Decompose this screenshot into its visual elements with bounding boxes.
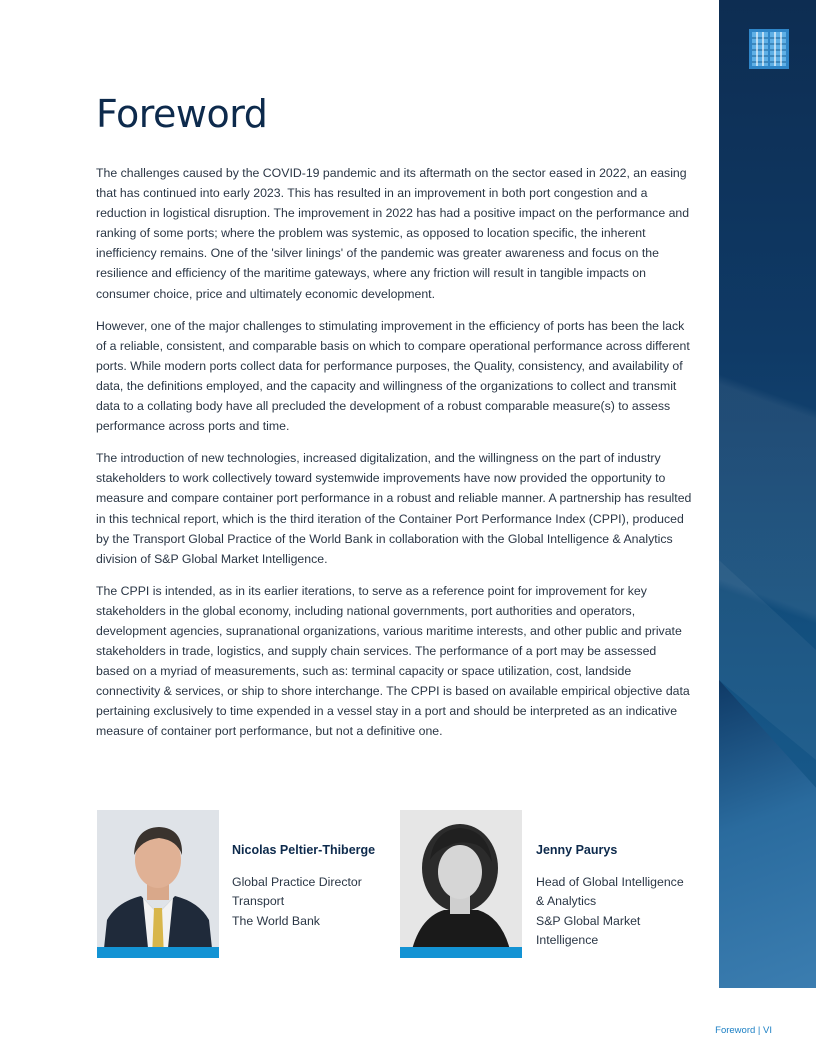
paragraph-4: The CPPI is intended, as in its earlier iterations, to serve as a reference point for improvement for key stakeholders in the global economy, including national governments, port authorities and operators, development agencies, supranational organizations, various maritime interests, and other public and private stakeholders in trade, logistics, and supply chain services. The performance of a port may be assessed based on a myriad of measurements, such as: terminal capacity or space utilization, cost, landside connectivity & services, or ship to shore interchange. The CPPI is based on available empirical objective data pertaining exclusively to time expended in a vessel stay in a port and should be interpreted as an indicative measure of container port performance, but not a definitive one. <box>96 583 690 739</box>
role-line: Head of Global Intelligence <box>536 875 684 889</box>
portrait-photo-jenny <box>400 810 522 958</box>
role-line: Global Practice Director <box>232 875 362 889</box>
signatory-name: Jenny Paurys <box>536 843 618 857</box>
container-stack-logo-icon <box>749 29 789 69</box>
role-line: The World Bank <box>232 913 320 928</box>
role-line: Intelligence <box>536 932 599 947</box>
portrait-photo-nicolas <box>97 810 219 958</box>
photo-accent-bar <box>97 947 219 958</box>
foreword-body <box>96 163 692 754</box>
paragraph-1: The challenges caused by the COVID-19 pandemic and its aftermath on the sector eased in 2022, an easing that has continued into early 2023. This has resulted in an improvement in both port congestion and a reduction in logistical disruption. The improvement in 2022 has had a positive impact on the performance and ranking of some ports; where the problem was systemic, as opposed to location specific, the inherent inefficiency remains. One of the 'silver linings' of the pandemic was greater awareness and focus on the resilience and efficiency of the maritime gateways, where any friction will result in tangible impacts on consumer choice, price and ultimately economic development. <box>96 166 690 301</box>
role-line: & Analytics <box>536 894 597 909</box>
signatory-name: Nicolas Peltier-Thiberge <box>232 843 376 857</box>
paragraph-3: The introduction of new technologies, increased digitalization, and the willingness on the part of industry stakeholders to work collectively toward systemwide improvements have now provided the opportunity to measure and compare container port performance in a robust and reliable manner. A partnership has resulted in this technical report, which is the third iteration of the Container Port Performance Index (CPPI), produced by the Transport Global Practice of the World Bank in collaboration with the Global Intelligence & Analytics division of S&P Global Market Intelligence. <box>96 451 692 566</box>
photo-accent-bar <box>400 947 522 958</box>
side-decorative-band <box>719 0 816 988</box>
role-line: Transport <box>232 894 285 909</box>
signatory-role <box>536 873 684 950</box>
signatory-role <box>232 873 362 931</box>
page-footer: Foreword | VI <box>715 1025 772 1036</box>
paragraph-2: However, one of the major challenges to stimulating improvement in the efficiency of ports has been the lack of a reliable, consistent, and comparable basis on which to compare operational performance across different ports. While modern ports collect data for performance purposes, the Quality, consistency, and availability of data, the definitions employed, and the capacity and willingness of the organizations to collect and transmit data to a collating body have all precluded the development of a robust comparable measure(s) to assess performance across ports and time. <box>96 318 690 434</box>
role-line: S&P Global Market <box>536 913 641 928</box>
page-title: Foreword <box>96 92 268 136</box>
